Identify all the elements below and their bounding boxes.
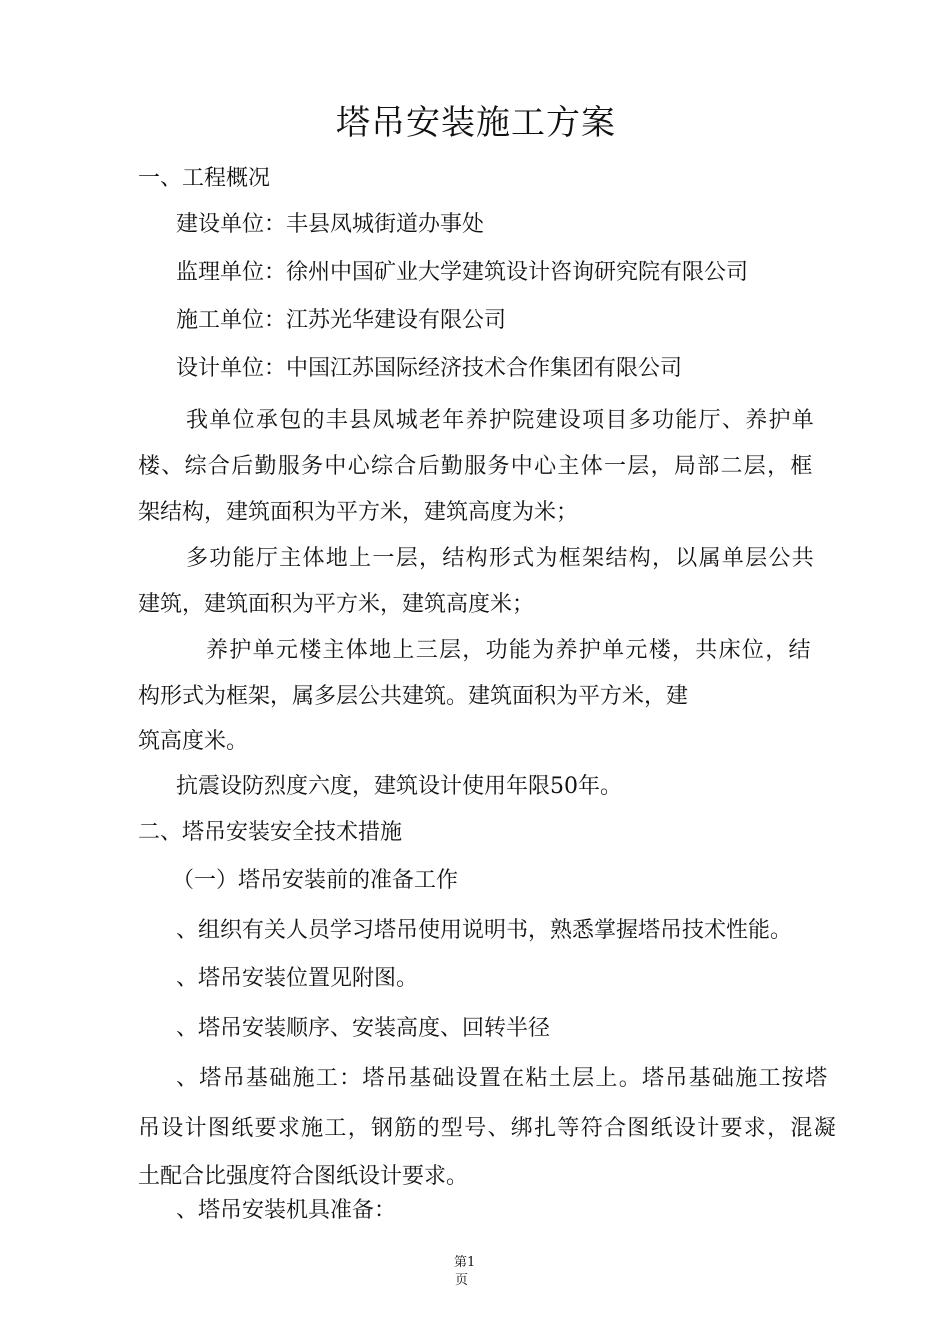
paragraph-line: 、塔吊基础施工：塔吊基础设置在粘土层上。塔吊基础施工按塔	[176, 1066, 829, 1091]
paragraph-line: 楼、综合后勤服务中心综合后勤服务中心主体一层，局部二层，框	[138, 454, 814, 479]
page-number-suffix: 页	[455, 1273, 469, 1288]
list-item: 、组织有关人员学习塔吊使用说明书，熟悉掌握塔吊技术性能。	[176, 918, 793, 943]
section-heading-safety: 二、塔吊安装安全技术措施	[138, 820, 403, 845]
list-item: 、塔吊安装机具准备：	[176, 1198, 397, 1223]
paragraph-line: 吊设计图纸要求施工，钢筋的型号、绑扎等符合图纸设计要求，混凝	[138, 1116, 838, 1141]
paragraph-line: 架结构，建筑面积为平方米，建筑高度为米；	[138, 500, 579, 525]
section-heading-overview: 一、工程概况	[138, 166, 271, 191]
supervision-unit: 监理单位：徐州中国矿业大学建筑设计咨询研究院有限公司	[176, 260, 749, 285]
paragraph-line: 抗震设防烈度六度，建筑设计使用年限50年。	[176, 774, 622, 799]
list-item: 、塔吊安装顺序、安装高度、回转半径	[176, 1016, 551, 1041]
paragraph-line: 我单位承包的丰县凤城老年养护院建设项目多功能厅、养护单	[186, 408, 816, 433]
paragraph-line: 土配合比强度符合图纸设计要求。	[138, 1164, 469, 1189]
paragraph-line: 筑高度米。	[138, 729, 249, 754]
document-title: 塔吊安装施工方案	[336, 103, 616, 143]
design-unit: 设计单位：中国江苏国际经济技术合作集团有限公司	[176, 356, 683, 381]
paragraph-line: 建筑，建筑面积为平方米，建筑高度米；	[138, 592, 535, 617]
page-number: 第1	[454, 1255, 476, 1270]
paragraph-line: 多功能厅主体地上一层，结构形式为框架结构，以属单层公共	[186, 546, 816, 571]
list-item: 、塔吊安装位置见附图。	[176, 966, 419, 991]
paragraph-line: 养护单元楼主体地上三层，功能为养护单元楼，共床位，结	[206, 638, 812, 663]
construction-unit: 建设单位：丰县凤城街道办事处	[176, 212, 485, 237]
contractor-unit: 施工单位：江苏光华建设有限公司	[176, 308, 507, 333]
paragraph-line: 构形式为框架，属多层公共建筑。建筑面积为平方米，建	[138, 684, 689, 709]
subsection-heading: （一）塔吊安装前的准备工作	[172, 868, 459, 893]
